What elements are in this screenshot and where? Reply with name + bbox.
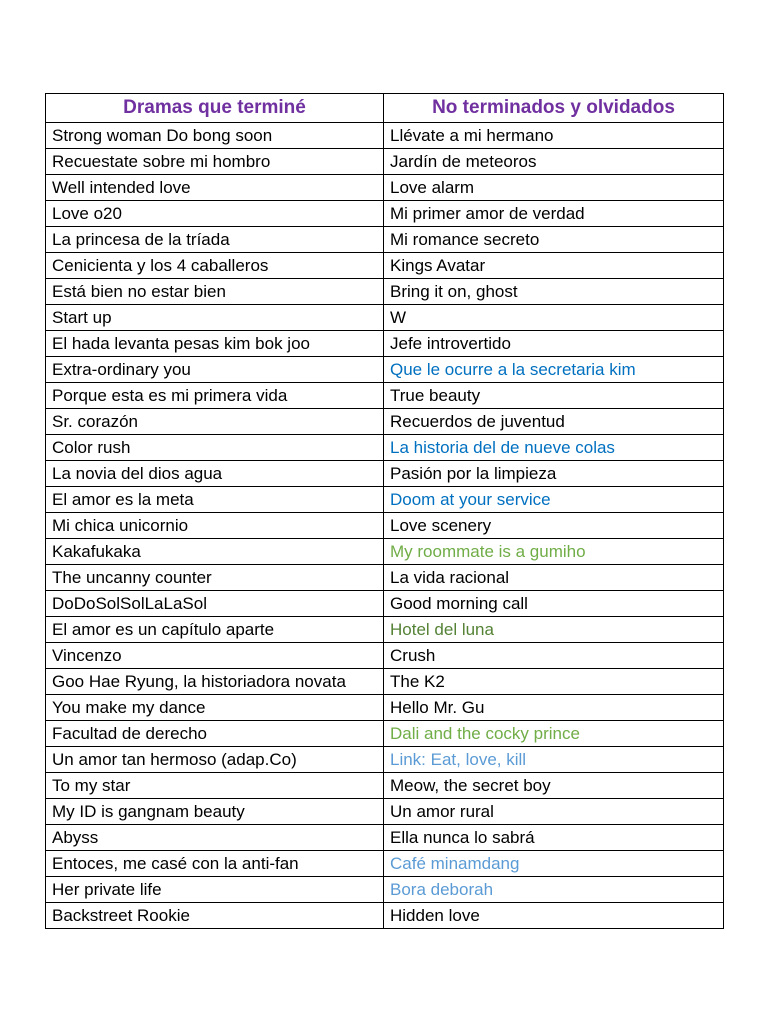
table-row xyxy=(46,747,724,773)
finished-drama-cell: My ID is gangnam beauty xyxy=(46,799,384,825)
unfinished-drama-cell: W xyxy=(384,305,724,331)
finished-drama-cell: Sr. corazón xyxy=(46,409,384,435)
unfinished-drama-cell: Doom at your service xyxy=(384,487,724,513)
finished-drama-cell: Facultad de derecho xyxy=(46,721,384,747)
finished-drama-cell: Mi chica unicornio xyxy=(46,513,384,539)
unfinished-drama-cell: Jefe introvertido xyxy=(384,331,724,357)
unfinished-drama-cell: Ella nunca lo sabrá xyxy=(384,825,724,851)
unfinished-drama-cell: La historia del de nueve colas xyxy=(384,435,724,461)
finished-drama-cell: Abyss xyxy=(46,825,384,851)
table-row xyxy=(46,825,724,851)
unfinished-drama-cell: Hotel del luna xyxy=(384,617,724,643)
table-row xyxy=(46,669,724,695)
finished-drama-cell: Vincenzo xyxy=(46,643,384,669)
finished-drama-cell: El amor es la meta xyxy=(46,487,384,513)
table-row xyxy=(46,123,724,149)
unfinished-drama-cell: Llévate a mi hermano xyxy=(384,123,724,149)
finished-drama-cell: Recuestate sobre mi hombro xyxy=(46,149,384,175)
finished-drama-cell: La novia del dios agua xyxy=(46,461,384,487)
table-row xyxy=(46,487,724,513)
finished-drama-cell: Extra-ordinary you xyxy=(46,357,384,383)
table-row xyxy=(46,383,724,409)
unfinished-drama-cell: Love scenery xyxy=(384,513,724,539)
finished-drama-cell: Un amor tan hermoso (adap.Co) xyxy=(46,747,384,773)
finished-drama-cell: Start up xyxy=(46,305,384,331)
finished-drama-cell: Cenicienta y los 4 caballeros xyxy=(46,253,384,279)
unfinished-drama-cell: The K2 xyxy=(384,669,724,695)
table-row xyxy=(46,903,724,929)
finished-drama-cell: Strong woman Do bong soon xyxy=(46,123,384,149)
table-row xyxy=(46,357,724,383)
table-row xyxy=(46,435,724,461)
unfinished-drama-cell: Mi romance secreto xyxy=(384,227,724,253)
finished-drama-cell: Her private life xyxy=(46,877,384,903)
table-row xyxy=(46,799,724,825)
drama-table xyxy=(45,93,724,929)
finished-drama-cell: Goo Hae Ryung, la historiadora novata xyxy=(46,669,384,695)
unfinished-drama-cell: Crush xyxy=(384,643,724,669)
table-row xyxy=(46,617,724,643)
unfinished-drama-cell: Bring it on, ghost xyxy=(384,279,724,305)
table-row xyxy=(46,591,724,617)
finished-drama-cell: La princesa de la tríada xyxy=(46,227,384,253)
table-row xyxy=(46,409,724,435)
table-row xyxy=(46,695,724,721)
table-row xyxy=(46,877,724,903)
table-row xyxy=(46,851,724,877)
table-row xyxy=(46,513,724,539)
finished-drama-cell: Backstreet Rookie xyxy=(46,903,384,929)
header-unfinished: No terminados y olvidados xyxy=(384,94,724,123)
unfinished-drama-cell: Kings Avatar xyxy=(384,253,724,279)
table-row xyxy=(46,721,724,747)
table-row xyxy=(46,175,724,201)
finished-drama-cell: Kakafukaka xyxy=(46,539,384,565)
table-row xyxy=(46,201,724,227)
unfinished-drama-cell: Love alarm xyxy=(384,175,724,201)
table-row xyxy=(46,331,724,357)
unfinished-drama-cell: Que le ocurre a la secretaria kim xyxy=(384,357,724,383)
finished-drama-cell: To my star xyxy=(46,773,384,799)
table-row xyxy=(46,305,724,331)
unfinished-drama-cell: Un amor rural xyxy=(384,799,724,825)
table-row xyxy=(46,461,724,487)
table-row xyxy=(46,643,724,669)
finished-drama-cell: El amor es un capítulo aparte xyxy=(46,617,384,643)
unfinished-drama-cell: Café minamdang xyxy=(384,851,724,877)
table-body xyxy=(46,123,724,929)
unfinished-drama-cell: Hidden love xyxy=(384,903,724,929)
header-finished: Dramas que terminé xyxy=(46,94,384,123)
finished-drama-cell: DoDoSolSolLaLaSol xyxy=(46,591,384,617)
table-row xyxy=(46,565,724,591)
finished-drama-cell: You make my dance xyxy=(46,695,384,721)
table-row xyxy=(46,149,724,175)
finished-drama-cell: Well intended love xyxy=(46,175,384,201)
table-row xyxy=(46,539,724,565)
unfinished-drama-cell: Dali and the cocky prince xyxy=(384,721,724,747)
unfinished-drama-cell: Good morning call xyxy=(384,591,724,617)
unfinished-drama-cell: Recuerdos de juventud xyxy=(384,409,724,435)
finished-drama-cell: Está bien no estar bien xyxy=(46,279,384,305)
finished-drama-cell: The uncanny counter xyxy=(46,565,384,591)
unfinished-drama-cell: Meow, the secret boy xyxy=(384,773,724,799)
unfinished-drama-cell: Link: Eat, love, kill xyxy=(384,747,724,773)
unfinished-drama-cell: Jardín de meteoros xyxy=(384,149,724,175)
table-row xyxy=(46,773,724,799)
unfinished-drama-cell: Bora deborah xyxy=(384,877,724,903)
unfinished-drama-cell: My roommate is a gumiho xyxy=(384,539,724,565)
finished-drama-cell: Porque esta es mi primera vida xyxy=(46,383,384,409)
unfinished-drama-cell: La vida racional xyxy=(384,565,724,591)
finished-drama-cell: Entoces, me casé con la anti-fan xyxy=(46,851,384,877)
table-header-row xyxy=(46,94,724,123)
table-row xyxy=(46,253,724,279)
table-row xyxy=(46,227,724,253)
unfinished-drama-cell: Hello Mr. Gu xyxy=(384,695,724,721)
finished-drama-cell: Love o20 xyxy=(46,201,384,227)
finished-drama-cell: El hada levanta pesas kim bok joo xyxy=(46,331,384,357)
table-row xyxy=(46,279,724,305)
unfinished-drama-cell: Mi primer amor de verdad xyxy=(384,201,724,227)
finished-drama-cell: Color rush xyxy=(46,435,384,461)
unfinished-drama-cell: Pasión por la limpieza xyxy=(384,461,724,487)
unfinished-drama-cell: True beauty xyxy=(384,383,724,409)
